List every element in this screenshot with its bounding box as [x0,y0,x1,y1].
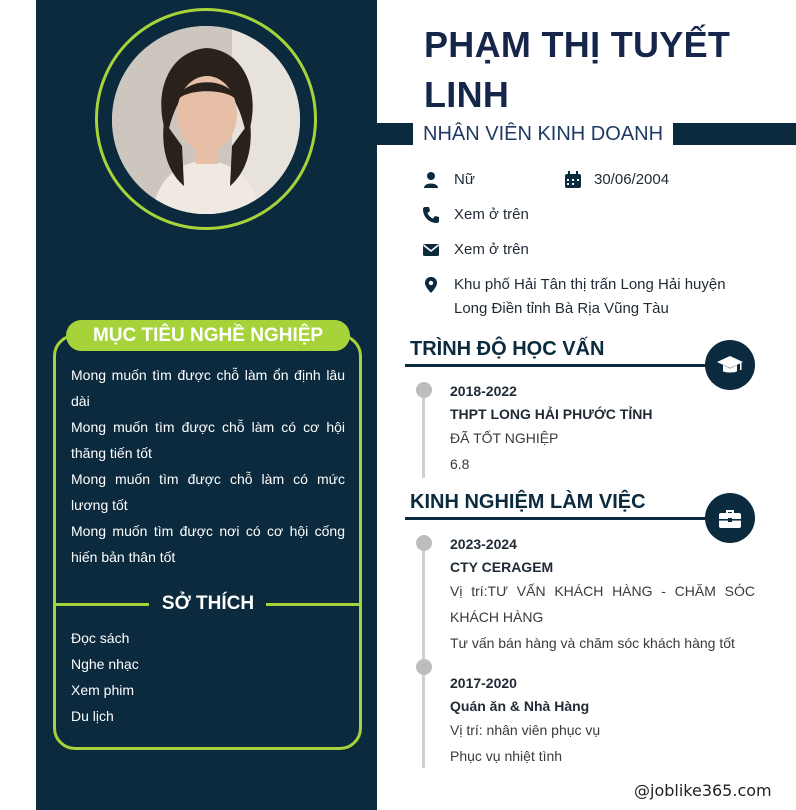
gender-value: Nữ [454,171,475,188]
education-date: 2018-2022 [450,383,517,399]
hobby-item: Đọc sách [71,630,130,646]
mail-icon [422,241,440,259]
calendar-icon [564,171,582,189]
dob-value: 30/06/2004 [594,171,670,188]
experience-company: CTY CERAGEM [450,559,554,575]
experience-divider [405,517,710,520]
email-value: Xem ở trên [454,241,529,258]
education-divider [405,364,710,367]
objective-item: Mong muốn tìm được nơi có cơ hội cống hiến bản thân tốt [71,523,345,565]
objective-item: Mong muốn tìm được chỗ làm ổn định lâu dài [71,367,345,409]
experience-position: Vị trí:TƯ VẤN KHÁCH HÀNG - CHĂM SÓC KHÁCH HÀNG [450,583,755,625]
experience-date: 2023-2024 [450,536,517,552]
hobby-item: Nghe nhạc [71,656,139,672]
objective-text [71,362,345,570]
objective-title: MỤC TIÊU NGHỀ NGHIỆP [66,320,350,351]
experience-date: 2017-2020 [450,675,517,691]
education-school: THPT LONG HẢI PHƯỚC TỈNH [450,406,653,422]
experience-title: KINH NGHIỆM LÀM VIỆC [410,491,646,513]
experience-company: Quán ăn & Nhà Hàng [450,698,590,714]
phone-value: Xem ở trên [454,206,529,223]
hobby-item: Xem phim [71,682,135,698]
graduation-cap-icon [716,351,744,379]
address-line-2: Long Điền tỉnh Bà Rịa Vũng Tàu [454,300,669,317]
experience-description: Tư vấn bán hàng và chăm sóc khách hàng tốt [450,635,735,651]
experience-position: Vị trí: nhân viên phục vụ [450,722,601,738]
education-timeline [422,390,425,478]
avatar [112,26,300,214]
job-title: NHÂN VIÊN KINH DOANH [413,118,673,150]
experience-badge [705,493,755,543]
hobby-divider-left [56,603,149,606]
experience-timeline [422,543,425,768]
education-score: 6.8 [450,456,470,472]
objective-item: Mong muốn tìm được chỗ làm có mức lương tốt [71,471,345,513]
education-status: ĐÃ TỐT NGHIỆP [450,430,559,446]
timeline-dot [416,382,432,398]
objective-item: Mong muốn tìm được chỗ làm có cơ hội thăng tiến tốt [71,419,345,461]
timeline-dot [416,659,432,675]
address-line-1: Khu phố Hải Tân thị trấn Long Hải huyện [454,276,726,293]
person-icon [422,171,440,189]
candidate-name: PHẠM THỊ TUYẾT LINH [424,24,731,115]
location-icon [422,276,440,294]
timeline-dot [416,535,432,551]
hobby-title: SỞ THÍCH [161,593,255,614]
education-title: TRÌNH ĐỘ HỌC VẤN [410,338,605,360]
hobby-list [71,625,139,729]
education-badge [705,340,755,390]
hobby-item: Du lịch [71,708,114,724]
phone-icon [422,206,440,224]
watermark: @joblike365.com [634,781,772,800]
experience-description: Phục vụ nhiệt tình [450,748,563,764]
briefcase-icon [716,504,744,532]
hobby-divider-right [266,603,360,606]
